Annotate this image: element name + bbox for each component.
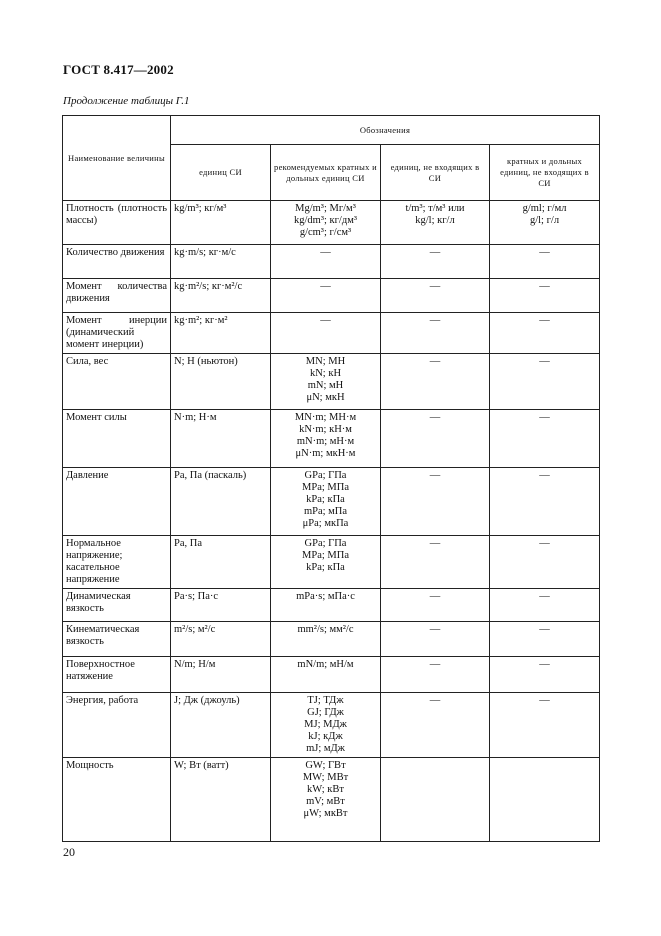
recommended-unit bbox=[271, 657, 381, 693]
non-si-unit-line: — bbox=[429, 470, 441, 481]
non-si-unit-line: — bbox=[429, 356, 441, 367]
quantity-name: Мощность bbox=[63, 758, 171, 842]
non-si-multiple-unit bbox=[490, 589, 600, 622]
recommended-unit-line: kN·m; кН·м bbox=[299, 424, 352, 435]
recommended-unit bbox=[271, 693, 381, 758]
quantity-name: Плотность (плотность массы) bbox=[63, 201, 171, 245]
quantity-name: Кинематическая вязкость bbox=[63, 622, 171, 657]
non-si-unit bbox=[381, 589, 490, 622]
non-si-unit-line: t/m³; т/м³ или bbox=[405, 203, 465, 214]
table-row bbox=[63, 279, 600, 313]
doc-title: ГОСТ 8.417—2002 bbox=[63, 62, 174, 77]
non-si-unit-line: — bbox=[429, 695, 441, 706]
recommended-unit bbox=[271, 589, 381, 622]
non-si-multiple-unit bbox=[490, 201, 600, 245]
recommended-unit-line: μPa; мкПа bbox=[302, 518, 349, 529]
non-si-unit bbox=[381, 693, 490, 758]
si-unit bbox=[171, 201, 271, 245]
header-quantity-name: Наименование величины bbox=[63, 116, 171, 201]
non-si-multiple-unit-line: g/l; г/л bbox=[529, 215, 560, 226]
recommended-unit-line: kJ; кДж bbox=[308, 731, 343, 742]
si-unit bbox=[171, 410, 271, 468]
non-si-multiple-unit bbox=[490, 410, 600, 468]
quantity-name: Нормальное напряжение; касательное напряжение bbox=[63, 536, 171, 589]
si-unit-line: kg·m/s; кг·м/с bbox=[174, 247, 236, 258]
si-unit bbox=[171, 536, 271, 589]
non-si-multiple-unit-line: — bbox=[539, 659, 550, 670]
si-unit-line: N·m; Н·м bbox=[174, 412, 217, 423]
recommended-unit bbox=[271, 201, 381, 245]
non-si-multiple-unit bbox=[490, 245, 600, 279]
recommended-unit-line: μN·m; мкН·м bbox=[295, 448, 356, 459]
header-designations: Обозначения bbox=[171, 116, 600, 145]
recommended-unit bbox=[271, 468, 381, 536]
si-unit bbox=[171, 589, 271, 622]
si-unit-line: kg·m²/s; кг·м²/с bbox=[174, 281, 243, 292]
recommended-unit-line: GPa; ГПа bbox=[304, 470, 347, 481]
table-continuation-caption: Продолжение таблицы Г.1 bbox=[63, 95, 190, 107]
recommended-unit-line: mN·m; мН·м bbox=[296, 436, 355, 447]
recommended-unit-line: μN; мкН bbox=[306, 392, 345, 403]
recommended-unit-line: MPa; МПа bbox=[302, 550, 349, 561]
non-si-unit bbox=[381, 622, 490, 657]
recommended-unit bbox=[271, 536, 381, 589]
si-unit-line: Pa, Па (паскаль) bbox=[174, 470, 247, 481]
si-unit bbox=[171, 468, 271, 536]
non-si-unit-line: — bbox=[429, 591, 441, 602]
non-si-multiple-unit-line: — bbox=[539, 624, 550, 635]
si-unit-line: m²/s; м²/с bbox=[174, 624, 216, 635]
non-si-multiple-unit-line: — bbox=[539, 695, 550, 706]
recommended-unit-line: GPa; ГПа bbox=[304, 538, 347, 549]
quantity-name: Энергия, работа bbox=[63, 693, 171, 758]
si-unit bbox=[171, 622, 271, 657]
recommended-unit bbox=[271, 622, 381, 657]
recommended-unit-line: kPa; кПа bbox=[306, 494, 345, 505]
recommended-unit-line: GW; ГВт bbox=[305, 760, 346, 771]
quantity-name: Динамическая вязкость bbox=[63, 589, 171, 622]
non-si-unit bbox=[381, 536, 490, 589]
recommended-unit-line: MJ; МДж bbox=[304, 719, 347, 730]
non-si-unit-line: — bbox=[429, 315, 441, 326]
quantity-name: Количество движения bbox=[63, 245, 171, 279]
non-si-unit bbox=[381, 410, 490, 468]
recommended-unit bbox=[271, 279, 381, 313]
recommended-unit-line: μW; мкВт bbox=[303, 808, 348, 819]
non-si-multiple-unit bbox=[490, 468, 600, 536]
table-row bbox=[63, 758, 600, 842]
recommended-unit-line: — bbox=[320, 281, 331, 292]
recommended-unit-line: mJ; мДж bbox=[306, 743, 345, 754]
recommended-unit bbox=[271, 313, 381, 354]
non-si-multiple-unit-line: — bbox=[539, 412, 550, 423]
quantity-name: Поверхностное натяжение bbox=[63, 657, 171, 693]
non-si-unit-line: — bbox=[429, 538, 441, 549]
units-table bbox=[62, 115, 600, 842]
non-si-unit-line: — bbox=[429, 281, 441, 292]
header-non-si-units: единиц, не входящих в СИ bbox=[381, 145, 490, 201]
si-unit bbox=[171, 657, 271, 693]
non-si-multiple-unit bbox=[490, 758, 600, 842]
table-row bbox=[63, 468, 600, 536]
table-row bbox=[63, 589, 600, 622]
table-row bbox=[63, 536, 600, 589]
si-unit bbox=[171, 279, 271, 313]
table-row bbox=[63, 245, 600, 279]
page-number: 20 bbox=[63, 845, 75, 859]
non-si-multiple-unit-line: — bbox=[539, 538, 550, 549]
si-unit-line: Pa, Па bbox=[174, 538, 202, 549]
quantity-name: Сила, вес bbox=[63, 354, 171, 410]
recommended-unit-line: mN; мН bbox=[307, 380, 344, 391]
non-si-multiple-unit bbox=[490, 657, 600, 693]
recommended-unit bbox=[271, 245, 381, 279]
recommended-unit-line: mm²/s; мм²/с bbox=[297, 624, 354, 635]
recommended-unit-line: kPa; кПа bbox=[306, 562, 345, 573]
si-unit bbox=[171, 693, 271, 758]
recommended-unit-line: mN/m; мН/м bbox=[297, 659, 354, 670]
recommended-unit-line: kN; кН bbox=[309, 368, 342, 379]
non-si-multiple-unit bbox=[490, 536, 600, 589]
table-row bbox=[63, 201, 600, 245]
recommended-unit-line: g/cm³; г/см³ bbox=[299, 227, 352, 238]
recommended-unit-line: kg/dm³; кг/дм³ bbox=[294, 215, 357, 226]
table-row bbox=[63, 313, 600, 354]
quantity-name: Момент количества движения bbox=[63, 279, 171, 313]
table-row bbox=[63, 410, 600, 468]
non-si-multiple-unit bbox=[490, 313, 600, 354]
non-si-unit bbox=[381, 279, 490, 313]
recommended-unit-line: TJ; ТДж bbox=[307, 695, 344, 706]
recommended-unit bbox=[271, 354, 381, 410]
recommended-unit-line: mV; мВт bbox=[306, 796, 345, 807]
non-si-multiple-unit bbox=[490, 354, 600, 410]
recommended-unit bbox=[271, 758, 381, 842]
non-si-multiple-unit-line: — bbox=[539, 470, 550, 481]
si-unit-line: N/m; Н/м bbox=[174, 659, 216, 670]
table-row bbox=[63, 693, 600, 758]
si-unit bbox=[171, 245, 271, 279]
non-si-unit-line: kg/l; кг/л bbox=[415, 215, 455, 226]
non-si-unit bbox=[381, 313, 490, 354]
non-si-multiple-unit bbox=[490, 693, 600, 758]
non-si-unit-line: — bbox=[429, 247, 441, 258]
non-si-unit bbox=[381, 758, 490, 842]
non-si-unit bbox=[381, 468, 490, 536]
recommended-unit-line: — bbox=[320, 247, 331, 258]
recommended-unit bbox=[271, 410, 381, 468]
non-si-unit bbox=[381, 201, 490, 245]
table-row bbox=[63, 354, 600, 410]
recommended-unit-line: GJ; ГДж bbox=[307, 707, 344, 718]
non-si-multiple-unit bbox=[490, 622, 600, 657]
table-row bbox=[63, 657, 600, 693]
non-si-unit bbox=[381, 354, 490, 410]
table-row bbox=[63, 622, 600, 657]
si-unit-line: J; Дж (джоуль) bbox=[174, 695, 240, 706]
recommended-unit-line: kW; кВт bbox=[306, 784, 344, 795]
recommended-unit-line: MN·m; MH·м bbox=[294, 412, 357, 423]
si-unit-line: kg/m³; кг/м³ bbox=[174, 203, 227, 214]
non-si-multiple-unit-line: — bbox=[539, 247, 550, 258]
header-recommended-units: рекомендуемых кратных и дольных единиц СИ bbox=[271, 145, 381, 201]
non-si-unit-line: — bbox=[429, 624, 441, 635]
recommended-unit-line: MW; МВт bbox=[302, 772, 349, 783]
non-si-multiple-unit-line: — bbox=[539, 281, 550, 292]
non-si-multiple-unit bbox=[490, 279, 600, 313]
si-unit bbox=[171, 313, 271, 354]
recommended-unit-line: mPa·s; мПа·с bbox=[296, 591, 355, 602]
recommended-unit-line: MN; MH bbox=[305, 356, 346, 367]
non-si-multiple-unit-line: — bbox=[539, 356, 550, 367]
recommended-unit-line: mPa; мПа bbox=[303, 506, 348, 517]
si-unit bbox=[171, 354, 271, 410]
si-unit-line: Pa·s; Па·с bbox=[174, 591, 219, 602]
header-si-units: единиц СИ bbox=[171, 145, 271, 201]
recommended-unit-line: Mg/m³; Mг/м³ bbox=[295, 203, 356, 214]
recommended-unit-line: — bbox=[320, 315, 331, 326]
non-si-multiple-unit-line: — bbox=[539, 591, 550, 602]
non-si-multiple-unit-line: g/ml; г/мл bbox=[522, 203, 567, 214]
quantity-name: Момент инерции (динамический момент инерции) bbox=[63, 313, 171, 354]
non-si-unit-line: — bbox=[429, 659, 441, 670]
si-unit-line: N; Н (ньютон) bbox=[174, 356, 238, 367]
si-unit-line: kg·m²; кг·м² bbox=[174, 315, 228, 326]
non-si-unit-line: — bbox=[429, 412, 441, 423]
non-si-unit bbox=[381, 657, 490, 693]
quantity-name: Давление bbox=[63, 468, 171, 536]
si-unit-line: W; Вт (ватт) bbox=[174, 760, 229, 771]
header-non-si-multiple-units: кратных и дольных единиц, не входящих в СИ bbox=[490, 145, 600, 201]
si-unit bbox=[171, 758, 271, 842]
non-si-unit bbox=[381, 245, 490, 279]
non-si-multiple-unit-line: — bbox=[539, 315, 550, 326]
quantity-name: Момент силы bbox=[63, 410, 171, 468]
recommended-unit-line: MPa; МПа bbox=[302, 482, 349, 493]
